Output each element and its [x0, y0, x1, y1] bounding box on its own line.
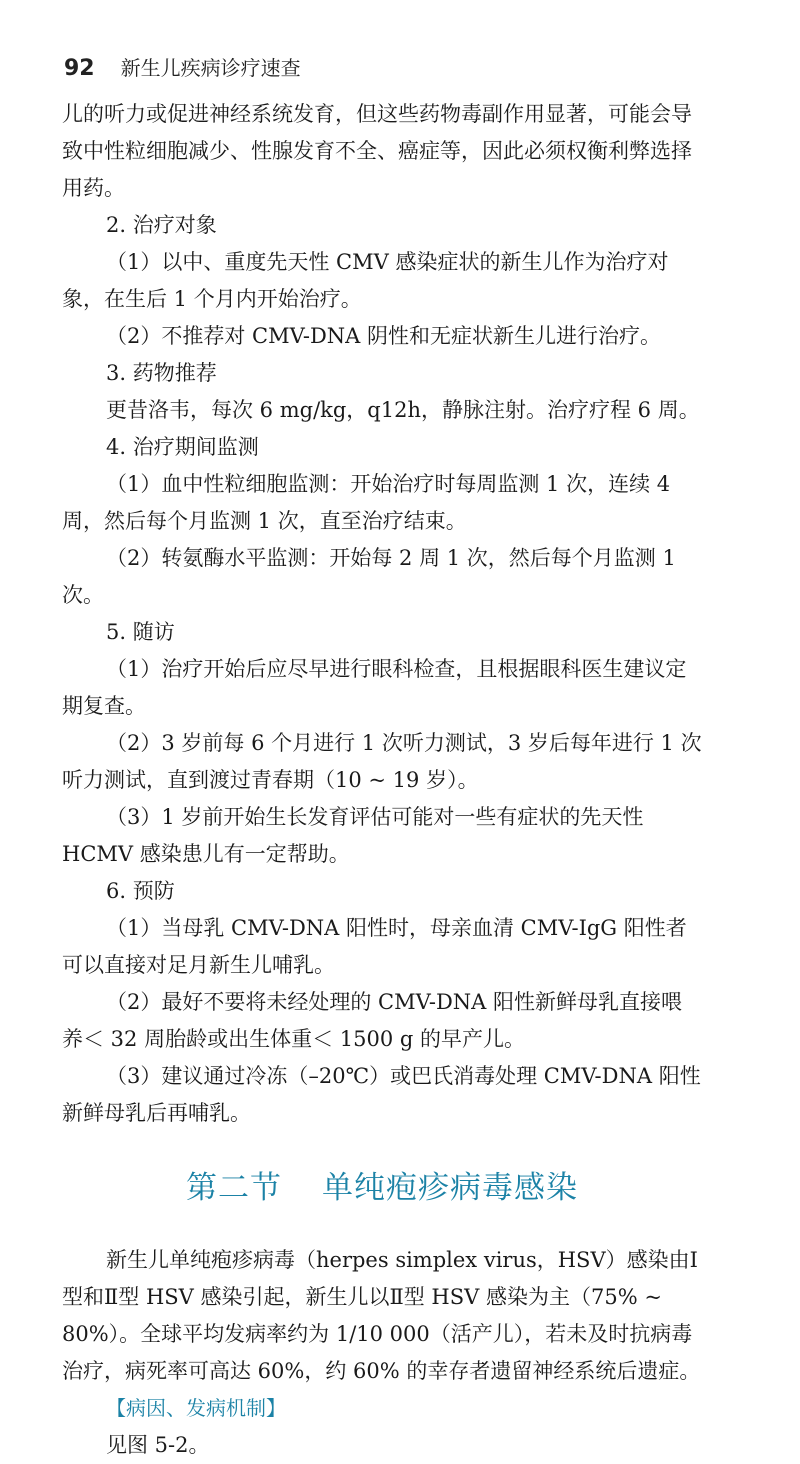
paragraph: 儿的听力或促进神经系统发育，但这些药物毒副作用显著，可能会导致中性粒细胞减少、性腺发育不全、癌症等，因此必须权衡利弊选择用药。	[62, 102, 692, 200]
page-body	[62, 96, 702, 1464]
section-title	[62, 1166, 702, 1210]
page-header	[64, 52, 301, 81]
book-title: 新生儿疾病诊疗速查	[120, 56, 301, 80]
paragraph: （2）不推荐对 CMV-DNA 阴性和无症状新生儿进行治疗。	[106, 324, 661, 348]
paragraph: （3）建议通过冷冻（–20℃）或巴氏消毒处理 CMV-DNA 阳性新鲜母乳后再哺乳。	[62, 1064, 701, 1125]
paragraph: 6. 预防	[106, 879, 175, 903]
top-paragraphs	[62, 96, 702, 1132]
paragraph: （1）当母乳 CMV-DNA 阳性时，母亲血清 CMV-IgG 阳性者可以直接对足月新生儿哺乳。	[62, 916, 687, 977]
paragraph: 2. 治疗对象	[106, 213, 217, 237]
paragraph: 3. 药物推荐	[106, 361, 217, 385]
paragraph: （1）血中性粒细胞监测：开始治疗时每周监测 1 次，连续 4 周，然后每个月监测 1 次，直至治疗结束。	[62, 472, 671, 533]
paragraph: 见图 5-2。	[106, 1433, 210, 1457]
paragraph: （2）转氨酶水平监测：开始每 2 周 1 次，然后每个月监测 1 次。	[62, 546, 676, 607]
section-title-text: 单纯疱疹病毒感染	[322, 1170, 578, 1206]
paragraph: （3）1 岁前开始生长发育评估可能对一些有症状的先天性 HCMV 感染患儿有一定帮助。	[62, 805, 644, 866]
subheading-row	[62, 1390, 702, 1427]
paragraph: （2）最好不要将未经处理的 CMV-DNA 阳性新鲜母乳直接喂养＜ 32 周胎龄或出生体重＜ 1500 g 的早产儿。	[62, 990, 682, 1051]
paragraph: （1）治疗开始后应尽早进行眼科检查，且根据眼科医生建议定期复查。	[62, 657, 687, 718]
section-number: 第二节	[186, 1170, 282, 1206]
subheading: 【病因、发病机制】	[106, 1396, 286, 1420]
paragraph: 5. 随访	[106, 620, 175, 644]
page-number: 92	[64, 56, 95, 81]
paragraph: 更昔洛韦，每次 6 mg/kg，q12h，静脉注射。治疗疗程 6 周。	[106, 398, 700, 422]
paragraph: （1）以中、重度先天性 CMV 感染症状的新生儿作为治疗对象，在生后 1 个月内开始治疗。	[62, 250, 669, 311]
paragraph: 新生儿单纯疱疹病毒（herpes simplex virus，HSV）感染由Ⅰ型和Ⅱ型 HSV 感染引起，新生儿以Ⅱ型 HSV 感染为主（75% ~ 80%）。全球平均发病率约为 1/10 000（活产儿），若未及时抗病毒治疗，病死率可高达 60%，约 60% 的幸存者遗留神经系统后遗症。	[62, 1248, 701, 1383]
paragraph: （2）3 岁前每 6 个月进行 1 次听力测试，3 岁后每年进行 1 次听力测试，直到渡过青春期（10 ~ 19 岁）。	[62, 731, 702, 792]
paragraph: 4. 治疗期间监测	[106, 435, 259, 459]
